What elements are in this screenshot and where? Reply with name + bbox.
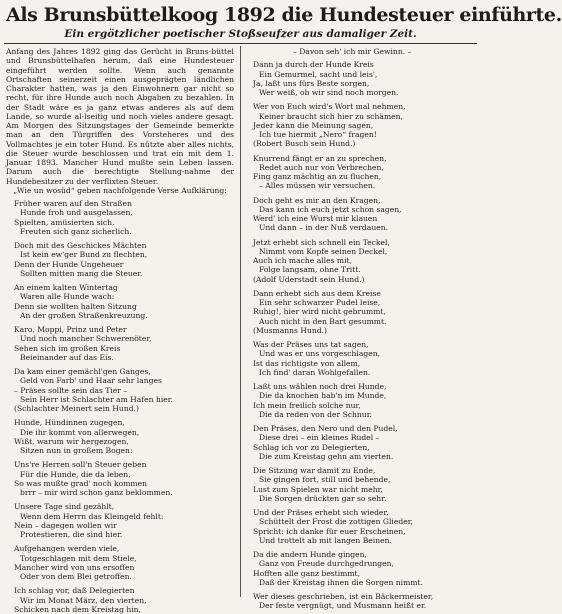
verse-line: Spielten, amüsierten sich, (14, 217, 115, 227)
verse-line: Daß der Kreistag ihnen die Sorgen nimmt. (259, 577, 423, 587)
stanza (6, 241, 234, 278)
verse-line: (Adolf Uderstadt sein Hund.) (253, 274, 365, 284)
stanza (6, 418, 234, 455)
verse-line: (Robert Busch sein Hund.) (253, 139, 356, 149)
verse-line: Sie gingen fort, still und behende, (259, 475, 391, 485)
stanza (6, 325, 234, 362)
verse-line: Die zum Kreistag gehn am vierten. (259, 451, 394, 461)
verse-line: Ja, laßt uns fürs Beste sorgen, (253, 78, 370, 88)
stanza (247, 592, 475, 611)
verse-line: Nein – dagegen wollen wir (14, 520, 117, 530)
verse-line: Und der Präses erhebt sich wieder, (253, 508, 389, 517)
stanza (247, 238, 475, 284)
verse-line: Wißt, warum wir hergezogen, (14, 436, 129, 446)
verse-line: Die Sitzung war damit zu Ende, (253, 466, 376, 475)
verse-line: – Alles müssen wir versuchen. (259, 181, 376, 191)
stanza (6, 283, 234, 320)
verse-line: Da kam einer gemächl'gen Ganges, (14, 367, 151, 376)
intro-paragraphs (6, 47, 234, 186)
verse-line: Sitzen nun in großem Bogen: (20, 446, 133, 455)
stanza (247, 382, 475, 419)
verse-line: Schüttelt der Frost die zottigen Glieder, (259, 517, 413, 527)
verse-line: Wer dieses geschrieben, ist ein Bäckermeister, (253, 592, 434, 601)
verse-line: Unsere Tage sind gezählt, (14, 502, 115, 512)
right-column (247, 47, 475, 611)
verse-line: Ruhig!, hier wird nicht gebrummt, (253, 307, 386, 317)
column-divider (240, 46, 241, 597)
verse-line: Und dann – in der Nuß verdauen. (259, 223, 389, 233)
subtitle: Ein ergötzlicher poetischer Stoßseufzer aus damaliger Zeit. (64, 28, 417, 40)
verse-line: Jetzt erhebt sich schnell ein Teckel, (253, 237, 390, 247)
stanza (6, 544, 234, 581)
verse-line: Für die Hunde, die da leben, (20, 469, 131, 479)
verse-line: Die ihr kommt von allerwegen, (20, 427, 140, 437)
verse-line: Das kann ich euch jetzt schon sagen, (259, 204, 402, 214)
headline: Als Brunsbüttelkoog 1892 die Hundesteuer einführte. (6, 4, 562, 26)
stanza (247, 154, 475, 191)
verse-line: Früher waren auf den Straßen (14, 199, 132, 208)
verse-line: An der großen Straßenkreuzung. (20, 310, 148, 320)
verse-line: (Schlachter Meinert sein Hund.) (14, 404, 139, 413)
stanza (247, 550, 475, 587)
intro-paragraph: Anfang des Jahres 1892 ging das Gerücht in Bruns-büttel und Brunsbüttelhafen herum, daß eine Hundesteuer eingeführt werden sollte. Wenn auch genannte Ortschaften seinerzeit einen ausgeprägten ländlichen Charakter hatten, was ja den Einwohnern gar nicht so recht, für ihre Hunde auch noch Abgaben zu bezahlen. In der Stadt wäre es ja ganz etwas anderes als auf dem Lande, so wurde al-lseitig und noch vieles andere gesagt. Am Morgen des Sitzungstages der Gemeinde bemerkte man an den Türgriffen des Vorsteheres und des Vollmachtes je ein toter Hund. Es nützte aber alles nichts, die Steuer wurde beschlossen und trat ein mit dem 1. Januar 1893. Mancher Hund mußte sein Leben lassen. Darum auch die berechtigte Stellung-nahme der Hundebesitzer zu der verflixten Steuer. (6, 47, 234, 186)
verse-line: Werd' ich eine Wurst mir klauen (253, 214, 378, 223)
verse-line: Diese drei – ein kleines Rudel – (259, 433, 380, 443)
verse-line: Geld von Farb' und Haar sehr langes (20, 376, 162, 386)
verse-line: brrr – mir wird schon ganz beklommen. (20, 488, 173, 497)
verse-line: Keiner braucht sich hier zu schämen, (259, 111, 403, 121)
verse-line: Oder von dem Blei getroffen. (20, 572, 132, 581)
verse-line: Ganz von Freude durchgedrungen, (259, 559, 394, 569)
verse-line: Doch geht es mir an den Kragen, (253, 195, 381, 205)
verse-line: Doch mit des Geschickes Mächten (14, 241, 147, 250)
verse-line: Schlag ich vor zu Delegierten, (253, 442, 370, 452)
verse-line: Ich tue hiermit „Nero“ fragen! (259, 130, 377, 139)
verse-line: Wir im Monat März, den vierten, (20, 595, 147, 605)
verse-line: Den Präses, den Nero und den Pudel, (253, 424, 398, 433)
verse-line: Denn der Hunde Ungeheuer (14, 259, 124, 269)
verse-line: Protestieren, die sind hier. (20, 530, 123, 539)
verse-line: Der feste vergnügt, und Musmann heißt er. (259, 601, 427, 611)
verse-line: Karo, Moppi, Prinz und Peter (14, 325, 127, 334)
verse-line: Die da knochen hab'n im Munde, (259, 391, 387, 401)
verse-line: Und noch mancher Schwerenöter, (20, 334, 152, 344)
verse-line: – Präses sollte sein das Tier – (14, 385, 128, 395)
verse-line: Ich mein freilich solche nur, (253, 400, 361, 410)
stanza (247, 508, 475, 545)
verse-line: Ein sehr schwarzer Pudel leise, (259, 298, 381, 307)
verse-line: Aufgehangen werden viele, (14, 544, 120, 554)
verse-line: Und was er uns vorgeschlagen, (259, 349, 381, 359)
verse-line: Wer von Euch wird's Wort mal nehmen, (253, 102, 406, 112)
verse-line: Was der Präses uns tat sagen, (253, 340, 369, 349)
verse-line: Dann ja durch der Hunde Kreis (253, 60, 374, 70)
verse-line: Ein Gemurmel, sacht und leis', (259, 69, 378, 79)
stanza (247, 466, 475, 503)
verse-line: Hofften alle ganz bestimmt, (253, 568, 361, 578)
stanza (6, 460, 234, 497)
verse-line: (Musmanns Hund.) (253, 325, 327, 335)
verse-line: Wer weiß, ob wir sind noch morgen. (259, 88, 399, 97)
verse-line: Spricht: ich danke für euer Erscheinen, (253, 526, 406, 536)
stanza (247, 424, 475, 461)
verse-line: Auch ich mache alles mit, (253, 256, 352, 265)
verse-line: Ich find' daran Wohlgefallen. (259, 367, 371, 377)
verse-line: Jeder kann die Meinung sagen, (253, 120, 374, 130)
verse-line: Laßt uns wählen noch drei Hunde, (253, 382, 387, 391)
verse-line: Beieinander auf das Eis. (20, 352, 114, 362)
verse-line: So was mußte grad' noch kommen (14, 478, 148, 488)
verse-line: Denn sie wollten halten Sitzung (14, 301, 137, 311)
intro-lead: „Wie un wosüd“ geben nachfolgende Verse Aufklärung: (13, 185, 227, 195)
stanza (247, 102, 475, 148)
verse-line: Sehen sich im großen Kreis (14, 343, 121, 353)
right-poem (247, 60, 475, 610)
verse-line: Da die andern Hunde gingen, (253, 550, 367, 559)
verse-line: Waren alle Hunde wach: (20, 292, 115, 302)
left-poem (6, 199, 234, 614)
stanza (247, 289, 475, 335)
verse-line: Sollten mitten mang die Steuer. (20, 268, 143, 278)
refrain-line: – Davon seh' ich mir Gewinn. – (293, 47, 412, 56)
stanza (247, 60, 475, 97)
stanza (6, 367, 234, 413)
verse-line: Fing ganz mächtig an zu fluchen, (253, 172, 382, 181)
verse-line: Ist kein ew'ger Bund zu flechten, (20, 250, 148, 260)
verse-line: Dann erhebt sich aus dem Kreise (253, 288, 381, 298)
verse-line: Folge langsam, ohne Tritt. (259, 265, 361, 275)
verse-line: Ist das richtigste von allem, (253, 358, 361, 368)
verse-line: Auch nicht in den Bart gesummt. (259, 316, 387, 326)
stanza (6, 199, 234, 236)
verse-line: Lust zum Spielen war nicht mehr, (253, 484, 383, 494)
verse-line: Uns're Herren soll'n Steuer geben (14, 460, 147, 470)
verse-line: Wenn dem Herrn das Kleingeld fehlt: (20, 511, 164, 521)
verse-line: Ich schlag vor, daß Delegierten (14, 586, 135, 596)
top-rule (4, 43, 477, 44)
verse-line: Freuten sich ganz sicherlich. (20, 226, 132, 236)
verse-line: Die da reden von der Schnur. (259, 409, 372, 419)
verse-line: Redet auch nur von Verbrechen, (259, 162, 384, 172)
verse-line: Die Sorgen drückten gar so sehr. (259, 493, 387, 503)
stanza (6, 502, 234, 539)
verse-line: Hunde, Hündinnen zugegen, (14, 418, 125, 428)
verse-line: Schicken nach dem Kreistag hin, (14, 604, 141, 614)
stanza (247, 196, 475, 233)
stanza (6, 586, 234, 614)
verse-line: Mancher wird von uns ersoffen (14, 562, 135, 572)
verse-line: Nimmt vom Kopfe seinen Deckel, (259, 246, 388, 256)
verse-line: An einem kalten Wintertag (14, 283, 118, 292)
verse-line: Sein Herr ist Schlachter am Hafen hier. (20, 394, 173, 404)
verse-line: Totgeschlagen mit dem Stiele, (20, 553, 137, 563)
verse-line: Und trottelt ab mit langen Beinen. (259, 535, 392, 545)
verse-line: Hunde froh und ausgelassen, (20, 208, 133, 218)
left-column (6, 47, 234, 614)
verse-line: Knurrend fängt er an zu sprechen, (253, 153, 387, 163)
stanza (247, 340, 475, 377)
